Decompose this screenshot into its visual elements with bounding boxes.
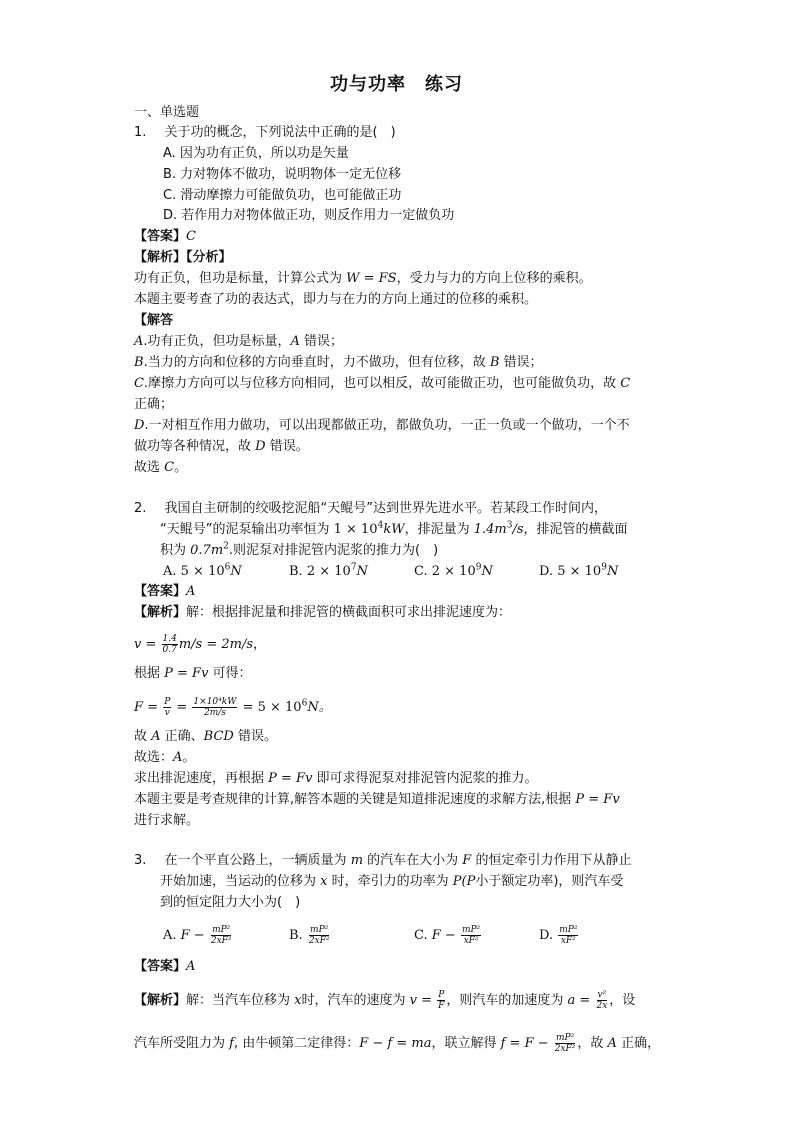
q3-option-b: B. $\frac{\text{mP²}}{\text{2xF²}}$ — [289, 925, 330, 946]
q2-stem-line-1: 2. 我国自主研制的绞吸挖泥船“天鲲号”达到世界先进水平。若某段工作时间内， — [134, 501, 608, 516]
q2-option-d: D. $5 \times 10^9N$ — [539, 562, 619, 579]
q3-option-c: C. F − $\frac{\text{mP²}}{\text{xF²}}$ — [414, 925, 481, 946]
q1-stem-text: 关于功的概念，下列说法中正确的是( ) — [164, 125, 396, 140]
q2-summary-1: 求出排泥速度，再根据 P = Fv 即可求得泥泵对排泥管内泥浆的推力。 — [134, 771, 538, 786]
q2-relation: 根据 P = Fv 可得： — [134, 666, 252, 681]
q1-solution-label: 【解答 — [134, 313, 174, 328]
q2-stem-line-2: “天鲲号”的泥泵输出功率恒为 $1 \times 10^4kW$，排泥量为 $1.4m^3/s$，排泥管的横截面 — [160, 520, 628, 537]
q2-force-fraction-1: $\frac{P}{v}$ — [164, 697, 171, 718]
q2-summary-3: 进行求解。 — [134, 813, 200, 828]
q2-summary-2: 本题主要是考查规律的计算,解答本题的关键是知道排泥速度的求解方法,根据 P = Fv — [134, 792, 620, 807]
q1-option-a: A. 因为功有正负，所以功是矢量 — [163, 146, 349, 161]
q1-formula: W = FS — [346, 271, 397, 286]
q1-solution-d: D.一对相互作用力做功，可以出现都做正功，都做负功，一正一负或一个做功，一个不 — [134, 418, 630, 433]
q1-solution-d-cont: 做功等各种情况，故 D 错误。 — [134, 439, 309, 454]
q1-option-d: D. 若作用力对物体做正功，则反作用力一定做负功 — [163, 208, 455, 223]
q2-option-a: A. $5 \times 10^6N$ — [163, 562, 242, 579]
q3-stem-line-2: 开始加速，当运动的位移为 x 时，牵引力的功率为 P(P小于额定功率)，则汽车受 — [160, 874, 624, 889]
q1-solution-c-cont: 正确； — [134, 397, 174, 412]
q1-option-b: B. 力对物体不做功，说明物体一定无位移 — [163, 167, 402, 182]
q3-option-d: D. $\frac{\text{mP²}}{\text{xF²}}$ — [539, 925, 578, 946]
page-title: 功与功率 练习 — [330, 74, 463, 95]
q1-answer-value: C — [186, 229, 196, 244]
q2-velocity-formula: v = $\frac{1.4}{0.7}$ m/s = 2m/s， — [134, 634, 267, 655]
q1-conclusion: 故选 C。 — [134, 460, 188, 475]
q1-analysis-label: 【解析】【分析】 — [134, 250, 232, 265]
q1-answer-label: 【答案】 — [134, 229, 187, 244]
q2-stem-line-3: 积为 $0.7m^2$.则泥泵对排泥管内泥浆的推力为( ) — [160, 541, 439, 558]
q3-stem-line-3: 到的恒定阻力大小为( ) — [160, 895, 301, 910]
q1-stem — [134, 124, 396, 142]
q2-answer: 【答案】A — [134, 584, 196, 599]
q1-solution-a: A.功有正负，但功是标量，A 错误； — [134, 334, 344, 349]
q2-velocity-fraction: $\frac{1.4}{0.7}$ — [162, 634, 177, 655]
q2-analysis-line-1: 【解析】解：根据排泥量和排泥管的横截面积可求出排泥速度为： — [134, 605, 512, 620]
q2-conclusion-2: 故选：A。 — [134, 750, 196, 765]
q2-force-formula: F = $\frac{P}{v}$ = $\frac{\text{1×10⁴kW}}{2m/s}$ = $5 \times 10^6N$。 — [134, 697, 332, 718]
q3-option-a: A. F − $\frac{\text{mP²}}{\text{2xF²}}$ — [163, 925, 232, 946]
q3-analysis-line-1: 【解析】解：当汽车位移为 x时，汽车的速度为 v = $\frac{P}{F}$ ，则汽车的加速度为 a = $\frac{\text{v²}}{2x}$ ，设 — [134, 990, 636, 1011]
q3-answer: 【答案】A — [134, 959, 196, 974]
q3-number: 3. — [134, 853, 147, 868]
q2-option-c: C. $2 \times 10^9N$ — [414, 562, 493, 579]
q1-option-c: C. 滑动摩擦力可能做负功，也可能做正功 — [163, 188, 402, 203]
q2-force-fraction-2: $\frac{\text{1×10⁴kW}}{2m/s}$ — [193, 697, 237, 718]
q2-option-b: B. $2 \times 10^7N$ — [289, 562, 368, 579]
q1-solution-c: C.摩擦力方向可以与位移方向相同，也可以相反，故可能做正功，也可能做负功，故 C — [134, 376, 631, 391]
q1-number: 1. — [134, 125, 147, 140]
q2-conclusion-1: 故 A 正确、BCD 错误。 — [134, 729, 277, 744]
q1-answer — [134, 228, 196, 246]
q2-number: 2. — [134, 501, 147, 516]
q1-analysis-line-1: 功有正负，但功是标量，计算公式为 W = FS，受力与力的方向上位移的乘积。 — [134, 271, 592, 286]
section-heading: 一、单选题 — [134, 105, 200, 120]
q3-analysis-line-2: 汽车所受阻力为 f, 由牛顿第二定律得：F − f = ma，联立解得 f = F − $\frac{\text{mP²}}{\text{2xF²}}$ ，故 A 正确， — [134, 1033, 661, 1054]
q1-analysis-line-2: 本题主要考查了功的表达式，即力与在力的方向上通过的位移的乘积。 — [134, 292, 538, 307]
q3-stem-line-1: 3. 在一个平直公路上，一辆质量为 m 的汽车在大小为 F 的恒定牵引力作用下从静止 — [134, 853, 632, 868]
q1-solution-b: B.当力的方向和位移的方向垂直时，力不做功，但有位移，故 B 错误； — [134, 355, 543, 370]
